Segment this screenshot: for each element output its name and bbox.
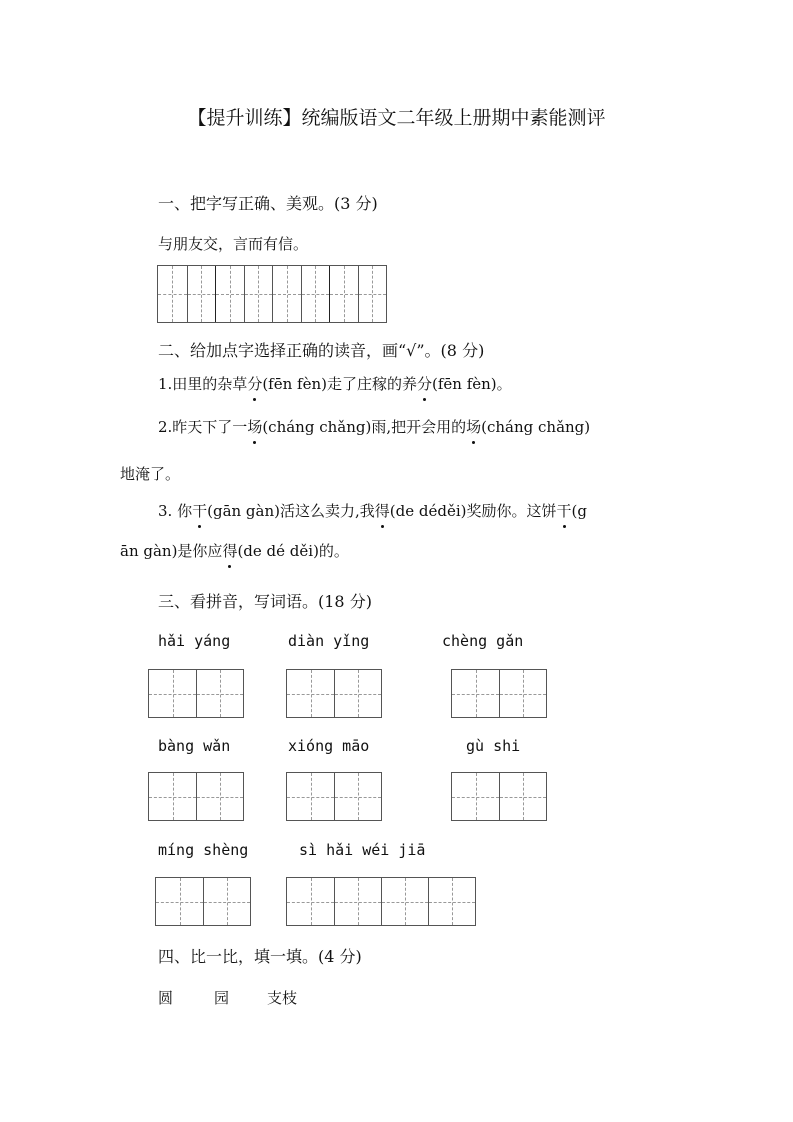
q2-text: (cháng chǎng)雨,把开会用的 bbox=[262, 418, 467, 436]
question-2-2-continued: 地淹了。 bbox=[120, 465, 181, 483]
grid-cell[interactable] bbox=[287, 878, 334, 925]
grid-cell[interactable] bbox=[452, 773, 499, 820]
answer-grid[interactable] bbox=[286, 877, 476, 926]
grid-cell[interactable] bbox=[158, 266, 187, 322]
dotted-char: 分 bbox=[416, 375, 432, 393]
section2-heading: 二、给加点字选择正确的读音，画“√”。(8 分) bbox=[158, 341, 485, 360]
section3-heading: 三、看拼音，写词语。(18 分) bbox=[158, 592, 372, 611]
section1-heading: 一、把字写正确、美观。(3 分) bbox=[158, 194, 378, 213]
q1-text: (fēn fèn)走了庄稼的养 bbox=[262, 375, 417, 393]
dotted-char: 得 bbox=[374, 502, 390, 520]
pinyin-label: gù shi bbox=[466, 737, 521, 755]
grid-cell[interactable] bbox=[287, 670, 334, 717]
grid-cell[interactable] bbox=[329, 266, 358, 322]
grid-cell[interactable] bbox=[244, 266, 273, 322]
pinyin-label: hǎi yáng bbox=[158, 632, 231, 650]
q1-text: 1.田里的杂草 bbox=[158, 375, 248, 393]
pinyin-label: míng shèng bbox=[158, 841, 249, 859]
grid-cell[interactable] bbox=[156, 878, 203, 925]
question-2-1 bbox=[158, 373, 512, 394]
grid-cell[interactable] bbox=[196, 670, 243, 717]
pinyin-label: xióng māo bbox=[288, 737, 370, 755]
grid-cell[interactable] bbox=[334, 773, 381, 820]
compare-char: 园 bbox=[214, 989, 230, 1007]
pinyin-label: diàn yǐng bbox=[288, 632, 370, 650]
grid-cell[interactable] bbox=[272, 266, 301, 322]
grid-cell[interactable] bbox=[215, 266, 244, 322]
compare-char: 圆 bbox=[158, 989, 174, 1007]
section1-sentence: 与朋友交，言而有信。 bbox=[158, 235, 309, 253]
dotted-char: 场 bbox=[247, 418, 263, 436]
grid-cell[interactable] bbox=[301, 266, 330, 322]
q2-text: (cháng chǎng) bbox=[481, 418, 591, 436]
grid-cell[interactable] bbox=[149, 773, 196, 820]
grid-cell[interactable] bbox=[452, 670, 499, 717]
dotted-char: 场 bbox=[466, 418, 482, 436]
answer-grid[interactable] bbox=[286, 772, 382, 821]
q1-text: (fēn fèn)。 bbox=[432, 375, 512, 393]
answer-grid[interactable] bbox=[148, 669, 244, 718]
q3-text: (de déděi)奖励你。这饼 bbox=[389, 502, 557, 520]
answer-grid[interactable] bbox=[148, 772, 244, 821]
section4-heading: 四、比一比，填一填。(4 分) bbox=[158, 947, 362, 966]
q2-text: 2.昨天下了一 bbox=[158, 418, 248, 436]
q3-text: (de dé děi)的。 bbox=[237, 542, 349, 560]
grid-cell[interactable] bbox=[499, 773, 546, 820]
grid-cell[interactable] bbox=[334, 878, 381, 925]
question-2-3-continued bbox=[120, 540, 349, 561]
grid-cell[interactable] bbox=[499, 670, 546, 717]
dotted-char: 分 bbox=[247, 375, 263, 393]
q3-text: (g bbox=[571, 502, 587, 520]
grid-cell[interactable] bbox=[358, 266, 387, 322]
grid-cell[interactable] bbox=[381, 878, 428, 925]
pinyin-label: chèng gǎn bbox=[442, 632, 524, 650]
question-2-3 bbox=[158, 500, 587, 521]
copy-writing-grid[interactable] bbox=[157, 265, 387, 323]
pinyin-label: sì hǎi wéi jiā bbox=[299, 841, 426, 859]
pinyin-label: bàng wǎn bbox=[158, 737, 231, 755]
q3-text: ān gàn)是你应 bbox=[120, 542, 223, 560]
answer-grid[interactable] bbox=[451, 669, 547, 718]
grid-cell[interactable] bbox=[187, 266, 216, 322]
grid-cell[interactable] bbox=[334, 670, 381, 717]
dotted-char: 干 bbox=[192, 502, 208, 520]
q3-text: 3. 你 bbox=[158, 502, 193, 520]
answer-grid[interactable] bbox=[155, 877, 251, 926]
q3-text: (gān gàn)活这么卖力,我 bbox=[207, 502, 375, 520]
dotted-char: 干 bbox=[556, 502, 572, 520]
compare-char: 支枝 bbox=[267, 989, 298, 1007]
grid-cell[interactable] bbox=[203, 878, 250, 925]
answer-grid[interactable] bbox=[286, 669, 382, 718]
grid-cell[interactable] bbox=[196, 773, 243, 820]
grid-cell[interactable] bbox=[428, 878, 475, 925]
grid-cell[interactable] bbox=[287, 773, 334, 820]
question-2-2 bbox=[158, 416, 590, 437]
answer-grid[interactable] bbox=[451, 772, 547, 821]
dotted-char: 得 bbox=[222, 542, 238, 560]
grid-cell[interactable] bbox=[149, 670, 196, 717]
page-title: 【提升训练】统编版语文二年级上册期中素能测评 bbox=[187, 107, 606, 129]
